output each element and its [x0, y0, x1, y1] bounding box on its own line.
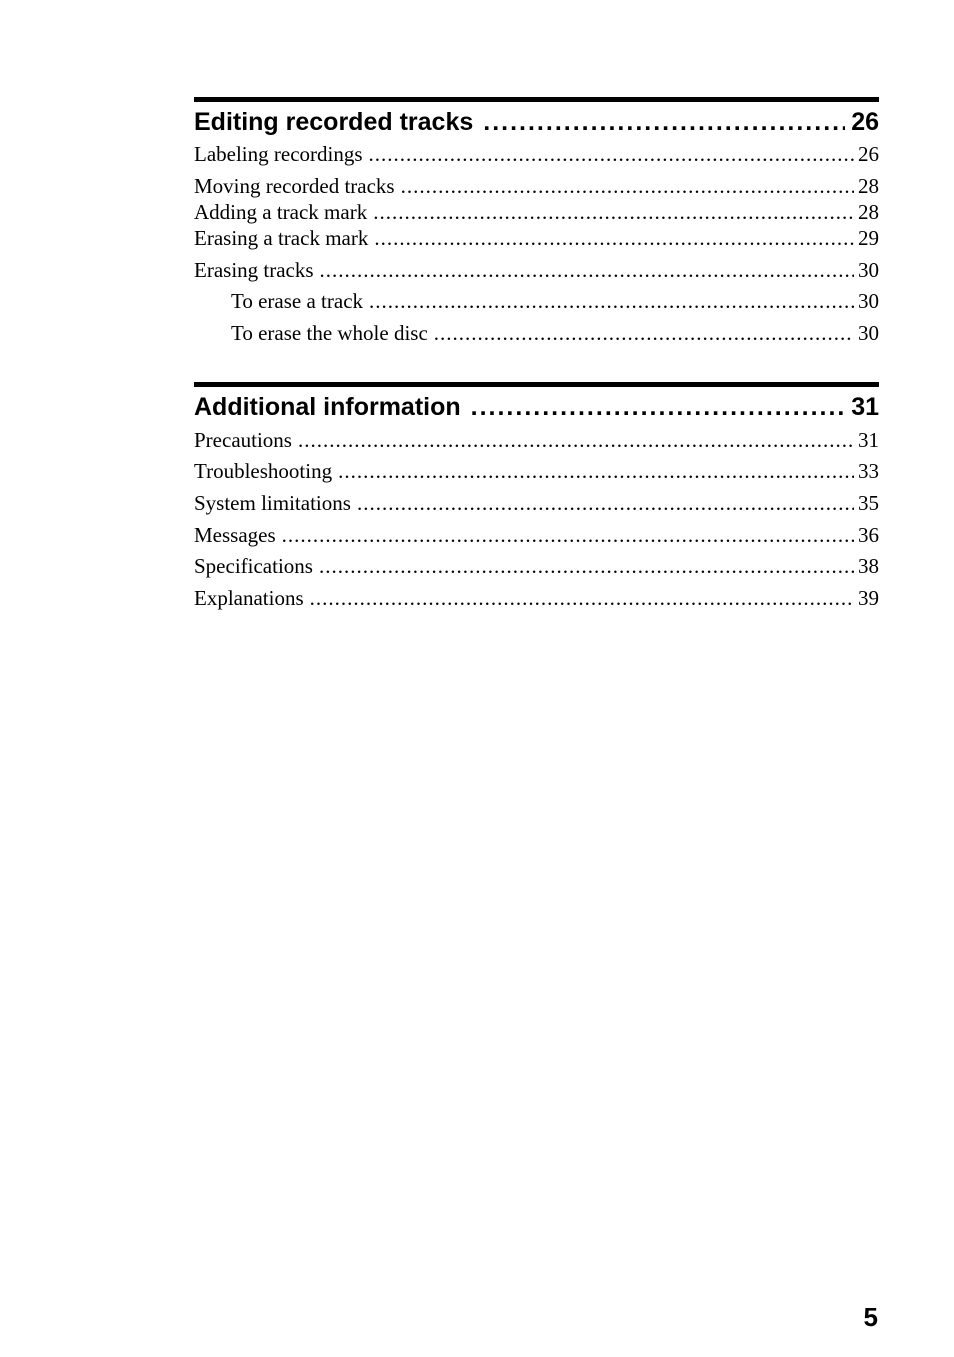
entry-page: 38 — [858, 554, 879, 578]
entry-label: Erasing a track mark — [194, 226, 369, 250]
entry-label: Adding a track mark — [194, 200, 368, 224]
entry-page: 28 — [858, 174, 879, 198]
toc-entry[interactable] — [194, 427, 879, 453]
section-title: Additional information — [194, 393, 461, 421]
entry-label: To erase a track — [231, 289, 364, 313]
entry-page: 30 — [858, 321, 879, 345]
toc-entry[interactable] — [194, 458, 879, 484]
section-heading[interactable] — [194, 105, 879, 139]
toc-entry[interactable] — [194, 199, 879, 225]
entry-page: 31 — [858, 428, 879, 452]
entry-label: Precautions — [194, 428, 292, 452]
entry-page: 28 — [858, 200, 879, 224]
dot-leader — [373, 199, 854, 225]
entry-label: Messages — [194, 523, 276, 547]
toc-entry[interactable] — [194, 553, 879, 579]
toc-subentry[interactable] — [194, 288, 879, 314]
dot-leader — [369, 141, 854, 167]
dot-leader — [282, 522, 854, 548]
dot-leader — [434, 320, 854, 346]
toc-entry[interactable] — [194, 585, 879, 611]
entry-label: Moving recorded tracks — [194, 174, 395, 198]
entry-page: 35 — [858, 491, 879, 515]
entry-page: 39 — [858, 586, 879, 610]
entry-label: Troubleshooting — [194, 459, 333, 483]
toc-entry[interactable] — [194, 257, 879, 283]
dot-leader — [369, 288, 854, 314]
entry-page: 30 — [858, 289, 879, 313]
dot-leader — [483, 105, 845, 139]
entry-label: To erase the whole disc — [231, 321, 428, 345]
section-rule — [194, 382, 879, 387]
section-page: 26 — [851, 108, 879, 136]
toc-entry[interactable] — [194, 173, 879, 199]
toc-subentry[interactable] — [194, 320, 879, 346]
entry-page: 29 — [858, 226, 879, 250]
entry-label: Explanations — [194, 586, 304, 610]
dot-leader — [319, 553, 854, 579]
entry-page: 33 — [858, 459, 879, 483]
entry-label: Labeling recordings — [194, 142, 363, 166]
entry-page: 30 — [858, 258, 879, 282]
toc-entry[interactable] — [194, 490, 879, 516]
entry-label: Specifications — [194, 554, 313, 578]
section-heading[interactable] — [194, 390, 879, 424]
dot-leader — [471, 390, 846, 424]
toc-section-additional — [194, 382, 879, 610]
page-number: 5 — [863, 1302, 878, 1332]
dot-leader — [298, 427, 854, 453]
entry-label: Erasing tracks — [194, 258, 314, 282]
section-title: Editing recorded tracks — [194, 108, 474, 136]
toc-entry[interactable] — [194, 522, 879, 548]
dot-leader — [338, 458, 854, 484]
dot-leader — [357, 490, 854, 516]
entry-page: 36 — [858, 523, 879, 547]
entry-label: System limitations — [194, 491, 351, 515]
toc-section-editing — [194, 97, 879, 345]
dot-leader — [310, 585, 854, 611]
section-rule — [194, 97, 879, 102]
dot-leader — [401, 173, 854, 199]
dot-leader — [374, 225, 854, 251]
section-page: 31 — [851, 393, 879, 421]
toc-entry[interactable] — [194, 225, 879, 251]
dot-leader — [320, 257, 854, 283]
entry-page: 26 — [858, 142, 879, 166]
toc-entry[interactable] — [194, 141, 879, 167]
